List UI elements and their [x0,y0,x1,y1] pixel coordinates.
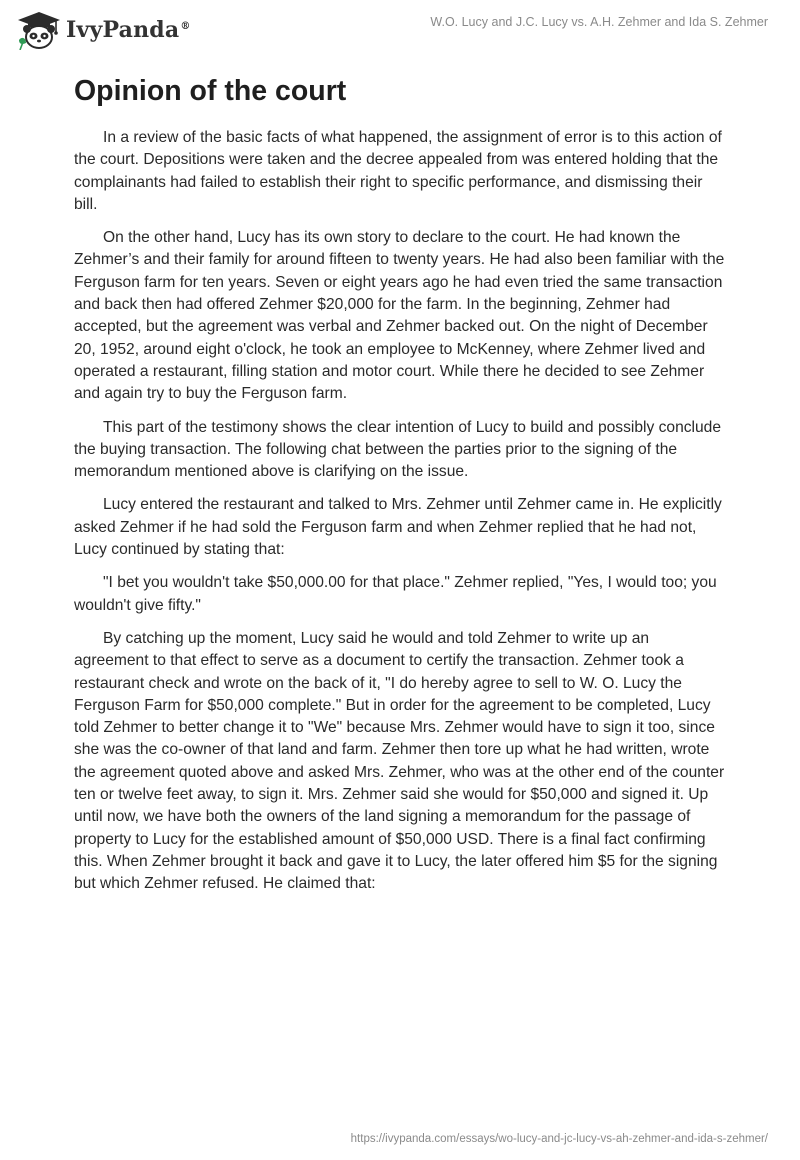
paragraph: On the other hand, Lucy has its own story to declare to the court. He had known the Zehmer’s and their family for around fifteen to twenty years. He had also been familiar with the Ferguson farm for ten years. Seven or eight years ago he had even tried the same transaction and back then had offered Zehmer $20,000 for the farm. In the beginning, Zehmer had accepted, but the agreement was verbal and Zehmer backed out. On the night of December 20, 1952, around eight o'clock, he took an employee to McKenney, where Zehmer lived and operated a restaurant, filling station and motor court. While there he decided to see Zehmer and again try to buy the Ferguson farm. [74,229,725,403]
source-url[interactable]: https://ivypanda.com/essays/wo-lucy-and-jc-lucy-vs-ah-zehmer-and-ida-s-zehmer/ [350,1133,768,1145]
ivypanda-logo[interactable] [16,10,191,50]
section-heading: Opinion of the court [74,75,347,107]
paragraph: In a review of the basic facts of what happened, the assignment of error is to this action of the court. Depositions were taken and the decree appealed from was entered holding that the complainants had failed to establish their right to specific performance, and dismissing their bill. [74,129,722,213]
panda-graduate-icon [16,10,62,50]
registered-mark: ® [180,20,191,32]
logo-text: IvyPanda [66,17,180,43]
paragraph: Lucy entered the restaurant and talked to Mrs. Zehmer until Zehmer came in. He explicitly asked Zehmer if he had sold the Ferguson farm and when Zehmer replied that he had not, Lucy continued by stating that: [74,496,722,559]
page-header [0,0,800,60]
document-title: W.O. Lucy and J.C. Lucy vs. A.H. Zehmer and Ida S. Zehmer [430,15,768,29]
paragraph: By catching up the moment, Lucy said he would and told Zehmer to write up an agreement to that effect to serve as a document to certify the transaction. Zehmer took a restaurant check and wrote on the back of it, "I do hereby agree to sell to W. O. Lucy the Ferguson Farm for $50,000 complete." But in order for the agreement to be completed, Lucy told Zehmer to better change it to "We" because Mrs. Zehmer would have to sign it too, since she was the co-owner of that land and farm. Zehmer then tore up what he had written, wrote the agreement quoted above and asked Mrs. Zehmer, who was at the other end of the counter ten or twelve feet away, to sign it. Mrs. Zehmer said she would for $50,000 and signed it. Up until now, we have both the owners of the land signing a memorandum for the passage of property to Lucy for the established amount of $50,000 USD. There is a final fact confirming this. When Zehmer brought it back and gave it to Lucy, the later offered him $5 for the signing but which Zehmer refused. He claimed that: [74,629,725,893]
article-content [74,74,726,907]
paragraph: "I bet you wouldn't take $50,000.00 for that place." Zehmer replied, "Yes, I would too; you wouldn't give fifty." [74,574,717,614]
paragraph: This part of the testimony shows the clear intention of Lucy to build and possibly conclude the buying transaction. The following chat between the parties prior to the signing of the memorandum mentioned above is clarifying on the issue. [74,418,722,481]
logo-wordmark [66,17,191,43]
